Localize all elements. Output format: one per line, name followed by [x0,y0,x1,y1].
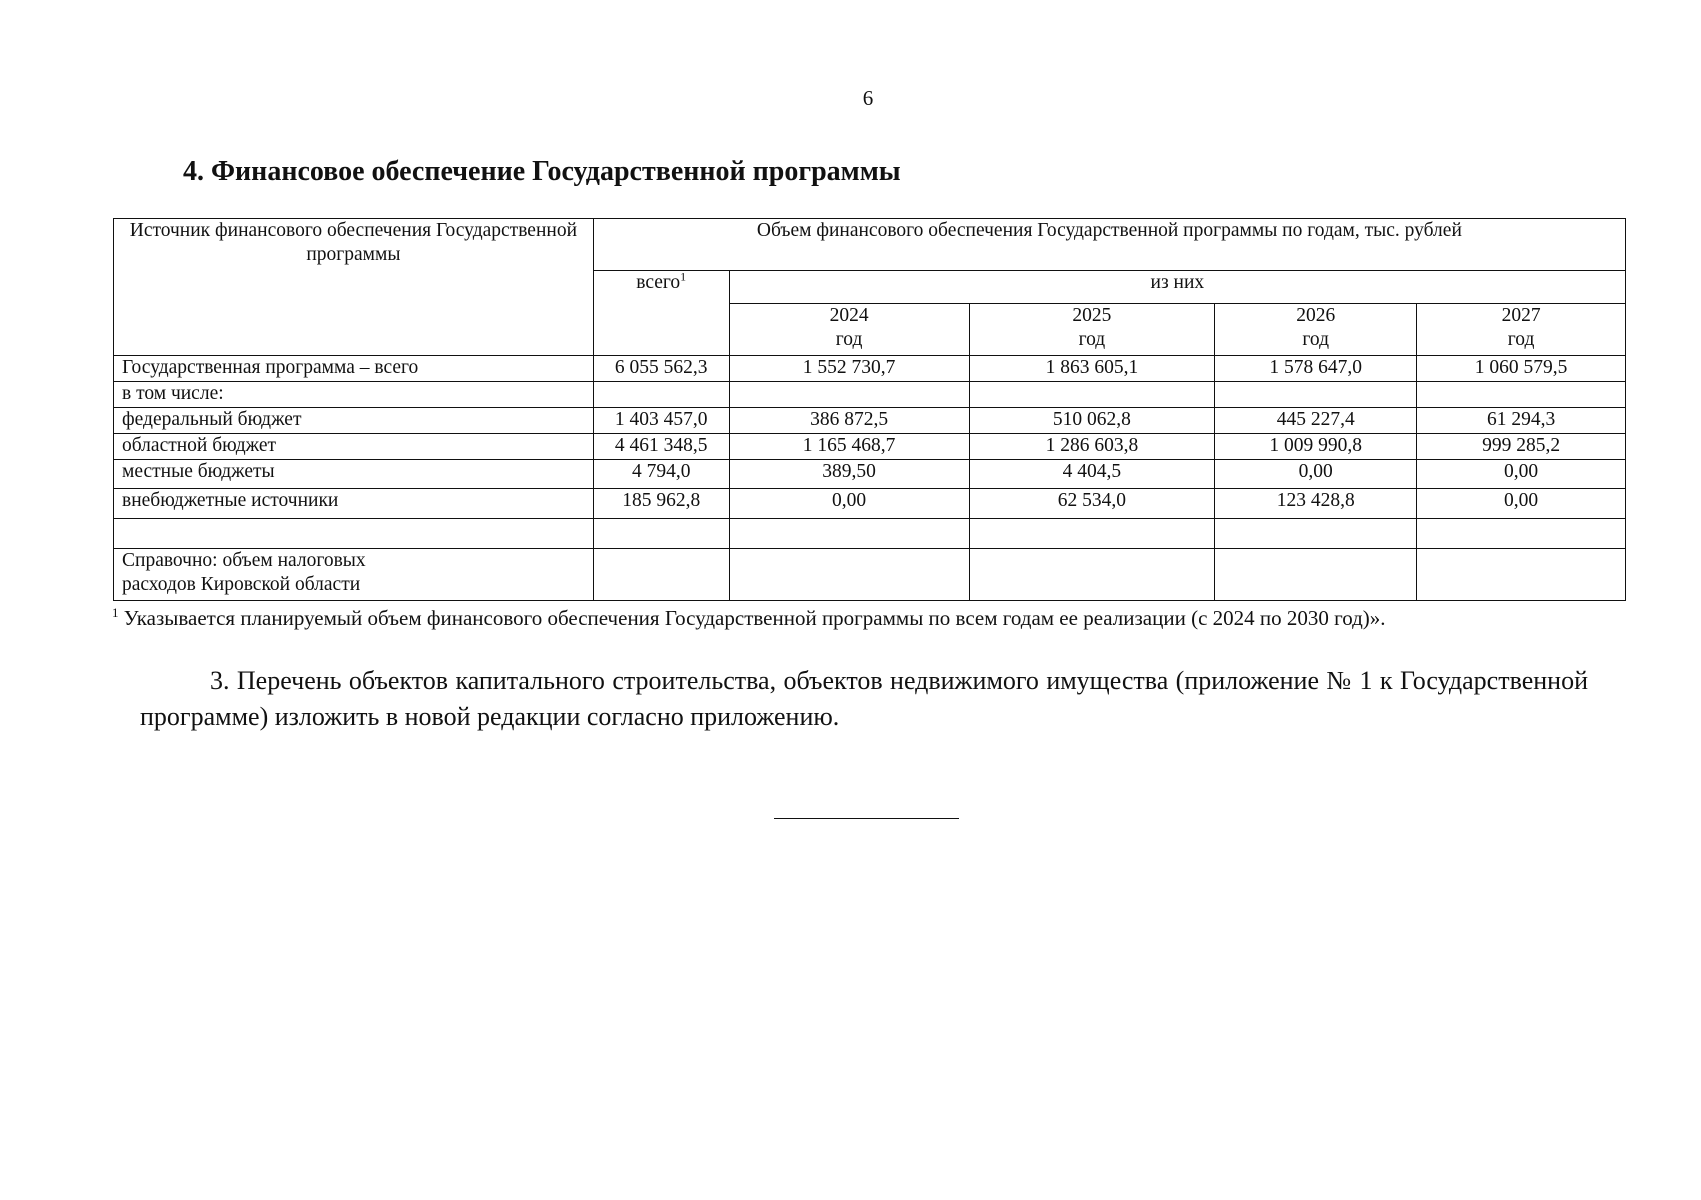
header-year-2027 [1417,304,1626,356]
cell-2027: 999 285,2 [1417,434,1626,460]
cell-2025 [969,549,1215,601]
cell-2027: 61 294,3 [1417,408,1626,434]
cell-total: 185 962,8 [593,489,729,519]
header-year-2024 [729,304,969,356]
cell-2024: 389,50 [729,460,969,489]
table-row [114,519,1626,549]
cell-2027: 0,00 [1417,460,1626,489]
cell-2026: 0,00 [1215,460,1417,489]
header-total-label: всего [636,272,681,293]
cell-2024: 1 165 468,7 [729,434,969,460]
year-label: 2027 [1501,305,1541,326]
page-number: 6 [862,86,874,110]
row-label: Справочно: объем налоговых расходов Кировской области [114,549,594,601]
row-label [114,519,594,549]
year-unit: год [1507,329,1535,350]
header-year-2025 [969,304,1215,356]
table-row [114,434,1626,460]
table-row [114,549,1626,601]
cell-total: 1 403 457,0 [593,408,729,434]
header-year-2026 [1215,304,1417,356]
cell-2024: 1 552 730,7 [729,356,969,382]
cell-2024 [729,519,969,549]
cell-2025: 62 534,0 [969,489,1215,519]
year-unit: год [835,329,863,350]
row-label: местные бюджеты [114,460,594,489]
paragraph-item-3: 3. Перечень объектов капитального строительства, объектов недвижимого имущества (приложение № 1 к Государственной программе) изложить в новой редакции согласно приложению. [140,666,1588,731]
footnote-mark: 1 [112,605,119,620]
closing-rule [774,818,959,819]
cell-2026: 445 227,4 [1215,408,1417,434]
header-total [593,271,729,356]
cell-total [593,519,729,549]
cell-2027 [1417,549,1626,601]
row-label: Государственная программа – всего [114,356,594,382]
cell-2025: 1 863 605,1 [969,356,1215,382]
cell-2024: 0,00 [729,489,969,519]
table-row [114,356,1626,382]
cell-2025 [969,382,1215,408]
cell-2025 [969,519,1215,549]
cell-2026: 123 428,8 [1215,489,1417,519]
year-unit: год [1302,329,1330,350]
year-label: 2024 [829,305,869,326]
year-unit: год [1078,329,1106,350]
footnote [112,606,1672,631]
cell-2025: 4 404,5 [969,460,1215,489]
row-label: в том числе: [114,382,594,408]
table-row [114,408,1626,434]
row-label: областной бюджет [114,434,594,460]
year-label: 2026 [1296,305,1336,326]
cell-2027 [1417,519,1626,549]
cell-2026 [1215,519,1417,549]
header-volume: Объем финансового обеспечения Государственной программы по годам, тыс. рублей [593,219,1625,271]
table-row [114,489,1626,519]
cell-2024: 386 872,5 [729,408,969,434]
cell-2026: 1 009 990,8 [1215,434,1417,460]
footnote-mark: 1 [680,269,687,284]
cell-total: 4 461 348,5 [593,434,729,460]
cell-2024 [729,382,969,408]
cell-2027: 0,00 [1417,489,1626,519]
header-of-which: из них [729,271,1625,304]
footnote-text: Указывается планируемый объем финансового обеспечения Государственной программы по всем годам ее реализации (с 2024 по 2030 год)». [123,606,1386,630]
cell-2027: 1 060 579,5 [1417,356,1626,382]
table-row [114,460,1626,489]
cell-total: 4 794,0 [593,460,729,489]
cell-total: 6 055 562,3 [593,356,729,382]
cell-2025: 1 286 603,8 [969,434,1215,460]
row-label: федеральный бюджет [114,408,594,434]
financing-table [113,218,1626,601]
cell-2027 [1417,382,1626,408]
cell-2026 [1215,382,1417,408]
cell-2024 [729,549,969,601]
cell-total [593,549,729,601]
row-label: внебюджетные источники [114,489,594,519]
cell-2026 [1215,549,1417,601]
cell-total [593,382,729,408]
cell-2026: 1 578 647,0 [1215,356,1417,382]
year-label: 2025 [1072,305,1112,326]
section-title: 4. Финансовое обеспечение Государственной программы [183,156,901,187]
table-row [114,382,1626,408]
header-source: Источник финансового обеспечения Государственной программы [114,219,594,356]
cell-2025: 510 062,8 [969,408,1215,434]
